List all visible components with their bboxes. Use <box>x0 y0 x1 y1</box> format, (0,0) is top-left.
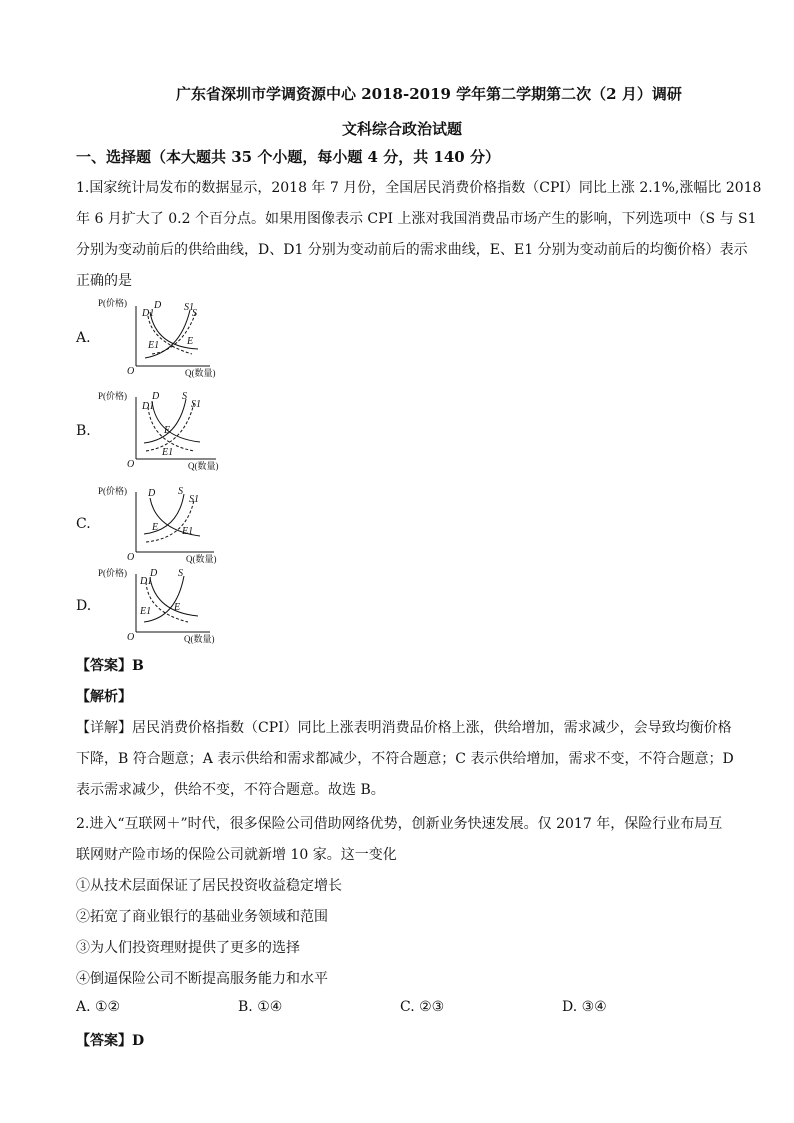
q-axis-label: Q(数量) <box>188 461 219 471</box>
label-s: S <box>178 568 183 579</box>
q1-analysis-heading: 【解析】 <box>76 689 132 705</box>
graph-a <box>90 292 240 380</box>
label-e1: E1 <box>140 606 152 617</box>
q1-analysis-line-3: 表示需求减少，供给不变，不符合题意。故选 B。 <box>76 782 385 798</box>
graph-c <box>90 480 240 568</box>
page-subtitle: 文科综合政治试题 <box>342 120 463 138</box>
q1-line-2: 年 6 月扩大了 0.2 个百分点。如果用图像表示 CPI 上涨对我国消费品市场产生的影响，下列选项中（S 与 S1 <box>76 211 757 227</box>
label-d1: D1 <box>142 308 155 319</box>
origin-label: O <box>127 552 135 563</box>
q-axis-label: Q(数量) <box>186 554 217 564</box>
option-c-label: C. <box>76 516 91 532</box>
q2-choice-a: A. ①② <box>76 999 121 1015</box>
label-s: S <box>182 391 187 402</box>
q2-statement-1: ①从技术层面保证了居民投资收益稳定增长 <box>76 878 342 894</box>
q-axis-label: Q(数量) <box>184 634 215 644</box>
page-title: 广东省深圳市学调资源中心 2018-2019 学年第二学期第二次（2 月）调研 <box>176 85 682 103</box>
label-d1: D1 <box>140 576 153 587</box>
p-axis-label: P(价格) <box>98 298 127 308</box>
q1-analysis-line-1: 【详解】居民消费价格指数（CPI）同比上涨表明消费品价格上涨，供给增加，需求减少，会导致均衡价格 <box>76 720 732 736</box>
label-s1: S1 <box>191 399 201 410</box>
graph-d <box>90 564 240 648</box>
q1-answer: 【答案】B <box>76 658 144 674</box>
section-heading: 一、选择题（本大题共 35 个小题，每小题 4 分，共 140 分） <box>76 148 500 166</box>
q2-line-2: 联网财产险市场的保险公司就新增 10 家。这一变化 <box>76 847 397 863</box>
label-e: E <box>174 602 181 613</box>
q1-line-4: 正确的是 <box>76 273 132 289</box>
q2-answer: 【答案】D <box>76 1033 145 1049</box>
q1-line-3: 分别为变动前后的供给曲线，D、D1 分别为变动前后的需求曲线，E、E1 分别为变动前后的均衡价格）表示 <box>76 242 748 258</box>
q1-line-1: 1.国家统计局发布的数据显示，2018 年 7 月份，全国居民消费价格指数（CPI）同比上涨 2.1%,涨幅比 2018 <box>76 180 762 196</box>
label-s: S <box>192 308 197 319</box>
label-d: D <box>150 568 158 579</box>
q2-statement-4: ④倒逼保险公司不断提高服务能力和水平 <box>76 971 328 987</box>
option-a-label: A. <box>76 330 91 346</box>
label-s1: S1 <box>189 494 199 505</box>
label-d: D <box>154 300 162 311</box>
origin-label: O <box>127 366 135 377</box>
label-e1: E1 <box>182 526 194 537</box>
label-s: S <box>178 486 183 497</box>
q2-choice-c: C. ②③ <box>400 999 445 1015</box>
option-d-label: D. <box>76 598 92 614</box>
label-d: D <box>152 391 160 402</box>
label-e: E <box>164 425 171 436</box>
label-e1: E1 <box>148 340 160 351</box>
label-e1: E1 <box>162 447 174 458</box>
graph-b <box>90 385 240 473</box>
p-axis-label: P(价格) <box>98 568 127 578</box>
p-axis-label: P(价格) <box>98 391 127 401</box>
q2-choice-b: B. ①④ <box>238 999 283 1015</box>
origin-label: O <box>127 459 135 470</box>
q2-choice-d: D. ③④ <box>562 999 607 1015</box>
label-e: E <box>187 336 194 347</box>
p-axis-label: P(价格) <box>98 486 127 496</box>
origin-label: O <box>127 632 135 643</box>
q-axis-label: Q(数量) <box>185 368 216 378</box>
label-d1: D1 <box>142 401 155 412</box>
q2-statement-2: ②拓宽了商业银行的基础业务领域和范围 <box>76 909 328 925</box>
option-b-label: B. <box>76 423 91 439</box>
label-d: D <box>148 488 156 499</box>
label-s1: S1 <box>184 302 194 313</box>
q2-statement-3: ③为人们投资理财提供了更多的选择 <box>76 940 300 956</box>
q1-analysis-line-2: 下降，B 符合题意；A 表示供给和需求都减少，不符合题意；C 表示供给增加，需求不变，不符合题意；D <box>76 751 734 767</box>
label-e: E <box>152 522 159 533</box>
q2-line-1: 2.进入“互联网＋”时代，很多保险公司借助网络优势，创新业务快速发展。仅 2017 年，保险行业布局互 <box>76 816 723 832</box>
